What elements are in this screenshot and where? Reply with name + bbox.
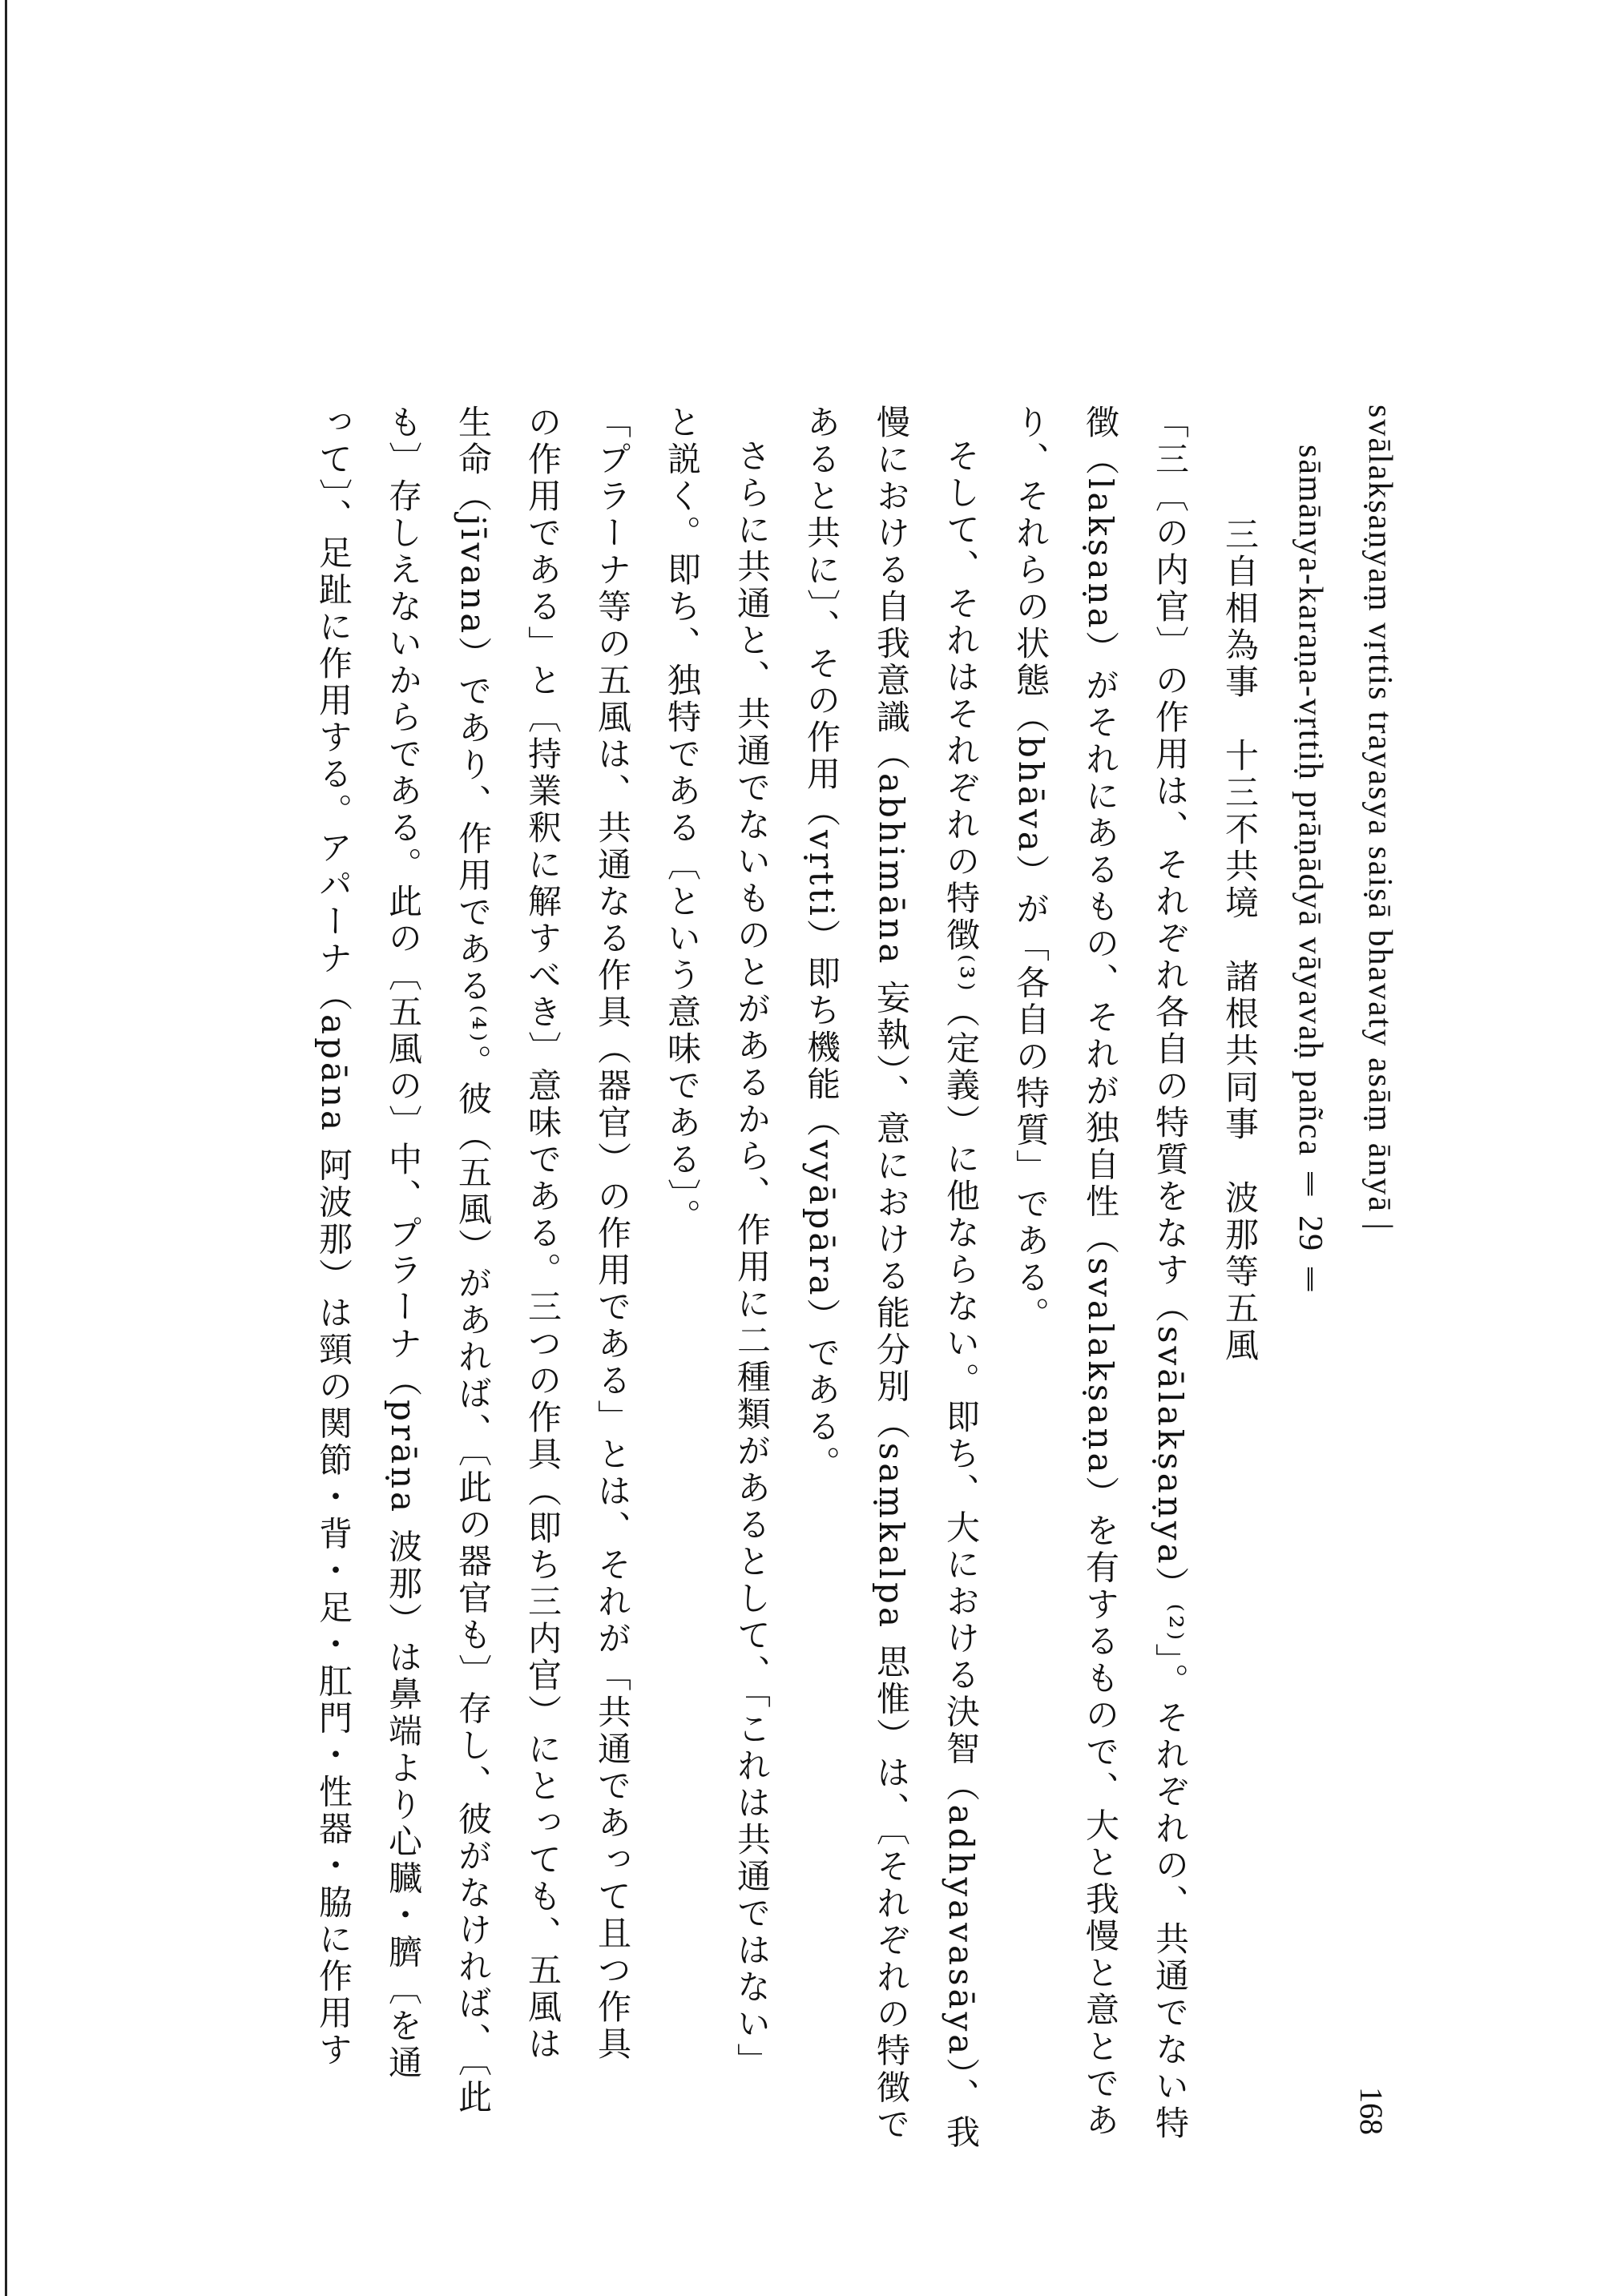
margin-rule [5, 0, 7, 2296]
body-line: 「三〔の内官〕の作用は、それぞれ各自の特質をなす（svālakṣaṇya）⁽²⁾」。それぞれの、共通でない特 [1151, 405, 1190, 2143]
body-line: 「プラーナ等の五風は、共通なる作具（器官）の作用である」とは、それが「共通であって且つ作具 [593, 405, 632, 2063]
body-line: と説く。即ち、独特である〔という意味である〕。 [663, 405, 702, 1235]
body-line: さらに共通と、共通でないものとがあるから、作用に二種類があるとして、「これは共通ではない」 [732, 438, 772, 2080]
body-line: り、それらの状態（bhāva）が「各自の特質」である。 [1011, 405, 1050, 1334]
section-heading: 三自相為事 十三不共境 諸根共同事 波那等五風 [1220, 517, 1260, 1364]
body-line: も〕存しえないからである。此の〔五風の〕中、プラーナ（prāṇa 波那）は鼻端より心臓・臍〔を通 [384, 405, 423, 2082]
body-line: 徴（lakṣaṇa）がそれにあるもの、それが独自性（svalakṣaṇa）を有するもので、大と我慢と意とであ [1081, 405, 1120, 2140]
body-line: 慢における自我意識（abhimāna 妄執）、意における能分別（saṃkalpa 思惟）は、〔それぞれの特徴で [872, 405, 911, 2144]
verse-line-1: svālakṣaṇyaṃ vṛttis trayasya saiṣā bhavaty asāṃ ānyā | [1361, 405, 1398, 1231]
verse-line-2: sāmānya-karaṇa-vṛttiḥ prāṇādyā vāyavaḥ pañca ‖ 29 ‖ [1292, 445, 1329, 1301]
body-line: そして、それはそれぞれの特徴⁽³⁾（定義）に他ならない。即ち、大における決智（adhyavasāya）、我 [942, 438, 981, 2152]
body-line: の作用である」と〔持業釈に解すべき〕意味である。三つの作具（即ち三内官）にとっても、五風は [523, 405, 563, 2063]
body-line: 生命（jīvana）であり、作用である⁽⁴⁾。彼（五風）があれば、〔此の器官も〕存し、彼がなければ、〔此 [454, 405, 493, 2117]
body-line: って〕、足趾に作用する。アパーナ（apāna 阿波那）は頸の関節・背・足・肛門・性器・脇に作用す [314, 405, 353, 2069]
page-number: 168 [1353, 2087, 1389, 2135]
body-line: あると共に〕、その作用（vṛtti）即ち機能（vyāpāra）である。 [802, 405, 841, 1483]
